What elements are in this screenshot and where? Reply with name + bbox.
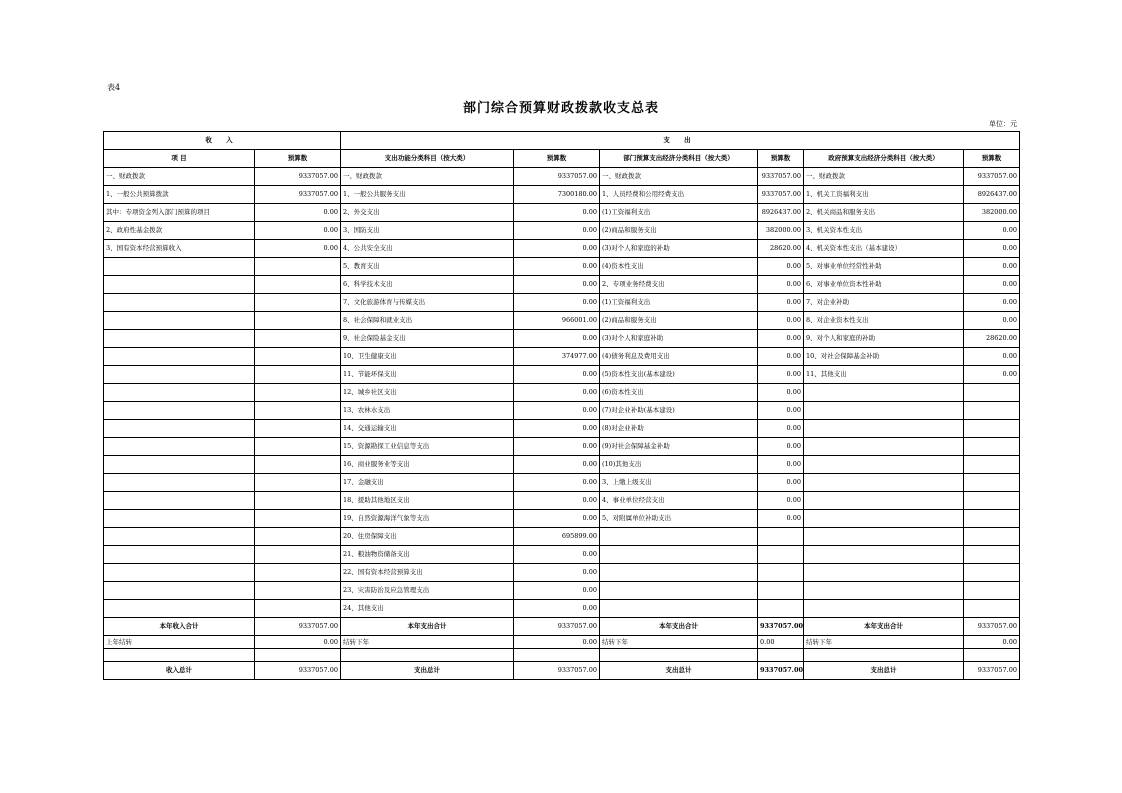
dept-econ-budget-cell: 0.00 <box>758 384 804 402</box>
grand-expense-total-label: 支出总计 <box>341 662 514 680</box>
func-cat-item-cell: 1、一般公共服务支出 <box>341 186 514 204</box>
income-item-cell <box>104 366 255 384</box>
gov-econ-budget-cell: 0.00 <box>964 348 1020 366</box>
table-row <box>104 600 1020 618</box>
header-dept-econ: 部门预算支出经济分类科目（按大类） <box>600 150 758 168</box>
gov-econ-item-cell: 一、财政拨款 <box>804 168 964 186</box>
func-cat-item-cell: 16、商业服务业等支出 <box>341 456 514 474</box>
grand-expense-total-label: 支出总计 <box>600 662 758 680</box>
func-cat-item-cell: 13、农林水支出 <box>341 402 514 420</box>
table-row <box>104 528 1020 546</box>
year-income-total-label: 本年收入合计 <box>104 618 255 636</box>
gov-econ-item-cell: 8、对企业资本性支出 <box>804 312 964 330</box>
income-budget-cell <box>255 564 341 582</box>
income-item-cell <box>104 330 255 348</box>
income-budget-cell <box>255 528 341 546</box>
dept-econ-budget-cell: 0.00 <box>758 402 804 420</box>
income-budget-cell <box>255 492 341 510</box>
func-cat-budget-cell: 0.00 <box>514 492 600 510</box>
func-cat-item-cell: 24、其他支出 <box>341 600 514 618</box>
dept-econ-budget-cell: 0.00 <box>758 510 804 528</box>
gov-econ-budget-cell <box>964 474 1020 492</box>
income-budget-cell <box>255 258 341 276</box>
dept-econ-item-cell <box>600 600 758 618</box>
unit-label: 单位：元 <box>989 120 1017 128</box>
func-cat-item-cell: 一、财政拨款 <box>341 168 514 186</box>
gov-econ-budget-cell <box>964 546 1020 564</box>
income-budget-cell <box>255 312 341 330</box>
prev-carry-value: 0.00 <box>255 636 341 649</box>
dept-econ-budget-cell: 0.00 <box>758 474 804 492</box>
gov-econ-item-cell: 11、其他支出 <box>804 366 964 384</box>
year-income-total-value: 9337057.00 <box>255 618 341 636</box>
table-number: 表4 <box>107 83 121 92</box>
income-item-cell: 1、一般公共预算拨款 <box>104 186 255 204</box>
func-cat-budget-cell: 0.00 <box>514 366 600 384</box>
dept-econ-item-cell: 2、专项业务经费支出 <box>600 276 758 294</box>
income-budget-cell <box>255 582 341 600</box>
income-budget-cell <box>255 276 341 294</box>
dept-econ-budget-cell: 0.00 <box>758 294 804 312</box>
table-row <box>104 312 1020 330</box>
table-row <box>104 240 1020 258</box>
dept-econ-item-cell: (6)资本性支出 <box>600 384 758 402</box>
income-budget-cell <box>255 384 341 402</box>
income-budget-cell <box>255 600 341 618</box>
table-row <box>104 294 1020 312</box>
func-cat-budget-cell: 374977.00 <box>514 348 600 366</box>
gov-econ-item-cell <box>804 528 964 546</box>
dept-econ-budget-cell: 8926437.00 <box>758 204 804 222</box>
gov-econ-budget-cell: 0.00 <box>964 222 1020 240</box>
carry-row <box>104 636 1020 649</box>
dept-econ-item-cell: (2)商品和服务支出 <box>600 312 758 330</box>
year-expense-total-label: 本年支出合计 <box>600 618 758 636</box>
next-carry-label: 结转下年 <box>600 636 758 649</box>
income-item-cell <box>104 438 255 456</box>
dept-econ-item-cell: (9)对社会保障基金补助 <box>600 438 758 456</box>
gov-econ-budget-cell: 382000.00 <box>964 204 1020 222</box>
func-cat-budget-cell: 0.00 <box>514 600 600 618</box>
gov-econ-budget-cell <box>964 456 1020 474</box>
income-item-cell <box>104 294 255 312</box>
dept-econ-budget-cell: 9337057.00 <box>758 186 804 204</box>
dept-econ-budget-cell <box>758 600 804 618</box>
prev-carry-label: 上年结转 <box>104 636 255 649</box>
dept-econ-budget-cell: 0.00 <box>758 312 804 330</box>
header-func-cat: 支出功能分类科目（按大类） <box>341 150 514 168</box>
dept-econ-item-cell: (4)资本性支出 <box>600 258 758 276</box>
income-item-cell <box>104 384 255 402</box>
income-budget-cell <box>255 294 341 312</box>
dept-econ-item-cell: (2)商品和服务支出 <box>600 222 758 240</box>
table-row <box>104 546 1020 564</box>
dept-econ-budget-cell <box>758 582 804 600</box>
gov-econ-budget-cell: 0.00 <box>964 258 1020 276</box>
dept-econ-item-cell <box>600 582 758 600</box>
func-cat-budget-cell: 0.00 <box>514 384 600 402</box>
header-gov-econ: 政府预算支出经济分类科目（按大类） <box>804 150 964 168</box>
func-cat-item-cell: 19、自然资源海洋气象等支出 <box>341 510 514 528</box>
dept-econ-budget-cell <box>758 546 804 564</box>
next-carry-value: 0.00 <box>964 636 1020 649</box>
gov-econ-item-cell <box>804 546 964 564</box>
dept-econ-budget-cell: 0.00 <box>758 330 804 348</box>
func-cat-item-cell: 7、文化旅游体育与传媒支出 <box>341 294 514 312</box>
gov-econ-item-cell <box>804 582 964 600</box>
dept-econ-item-cell: (7)对企业补助(基本建设) <box>600 402 758 420</box>
gov-econ-budget-cell: 0.00 <box>964 312 1020 330</box>
dept-econ-item-cell: (4)债务利息及费用支出 <box>600 348 758 366</box>
gov-econ-item-cell: 2、机关商品和服务支出 <box>804 204 964 222</box>
func-cat-item-cell: 21、粮油物资储备支出 <box>341 546 514 564</box>
dept-econ-item-cell <box>600 528 758 546</box>
grand-expense-total-label: 支出总计 <box>804 662 964 680</box>
table-row <box>104 366 1020 384</box>
year-expense-total-value: 9337057.00 <box>964 618 1020 636</box>
dept-econ-budget-cell: 0.00 <box>758 258 804 276</box>
func-cat-item-cell: 11、节能环保支出 <box>341 366 514 384</box>
dept-econ-budget-cell <box>758 528 804 546</box>
table-row <box>104 186 1020 204</box>
dept-econ-budget-cell <box>758 564 804 582</box>
header-item: 项 目 <box>104 150 255 168</box>
income-item-cell <box>104 312 255 330</box>
grand-income-total-value: 9337057.00 <box>255 662 341 680</box>
gov-econ-item-cell: 10、对社会保障基金补助 <box>804 348 964 366</box>
func-cat-budget-cell: 0.00 <box>514 456 600 474</box>
income-item-cell <box>104 420 255 438</box>
gov-econ-item-cell <box>804 564 964 582</box>
income-item-cell <box>104 582 255 600</box>
gov-econ-item-cell: 4、机关资本性支出（基本建设） <box>804 240 964 258</box>
table-row <box>104 456 1020 474</box>
header-budget: 预算数 <box>758 150 804 168</box>
dept-econ-item-cell: (3)对个人和家庭的补助 <box>600 240 758 258</box>
func-cat-item-cell: 15、资源勘探工业信息等支出 <box>341 438 514 456</box>
income-budget-cell <box>255 402 341 420</box>
func-cat-budget-cell: 7300180.00 <box>514 186 600 204</box>
func-cat-budget-cell: 0.00 <box>514 240 600 258</box>
func-cat-item-cell: 22、国有资本经营预算支出 <box>341 564 514 582</box>
year-expense-total-label: 本年支出合计 <box>804 618 964 636</box>
dept-econ-budget-cell: 28620.00 <box>758 240 804 258</box>
func-cat-budget-cell: 0.00 <box>514 204 600 222</box>
dept-econ-item-cell: 3、上缴上级支出 <box>600 474 758 492</box>
func-cat-budget-cell: 0.00 <box>514 330 600 348</box>
income-item-cell: 其中：专项资金列入部门预算的项目 <box>104 204 255 222</box>
income-item-cell <box>104 510 255 528</box>
table-row <box>104 384 1020 402</box>
income-budget-cell: 0.00 <box>255 240 341 258</box>
income-budget-cell <box>255 330 341 348</box>
income-budget-cell <box>255 420 341 438</box>
gov-econ-item-cell <box>804 438 964 456</box>
table-row <box>104 222 1020 240</box>
income-budget-cell <box>255 546 341 564</box>
func-cat-budget-cell: 966001.00 <box>514 312 600 330</box>
income-budget-cell: 0.00 <box>255 222 341 240</box>
table-row <box>104 438 1020 456</box>
dept-econ-item-cell <box>600 564 758 582</box>
gov-econ-budget-cell: 0.00 <box>964 276 1020 294</box>
table-row <box>104 276 1020 294</box>
income-item-cell <box>104 276 255 294</box>
dept-econ-item-cell: (3)对个人和家庭补助 <box>600 330 758 348</box>
gov-econ-budget-cell <box>964 492 1020 510</box>
dept-econ-item-cell: (1)工资福利支出 <box>600 294 758 312</box>
gov-econ-item-cell: 3、机关资本性支出 <box>804 222 964 240</box>
func-cat-budget-cell: 0.00 <box>514 582 600 600</box>
gov-econ-budget-cell <box>964 402 1020 420</box>
func-cat-budget-cell: 0.00 <box>514 402 600 420</box>
gov-econ-item-cell <box>804 600 964 618</box>
income-item-cell <box>104 348 255 366</box>
dept-econ-budget-cell: 0.00 <box>758 456 804 474</box>
gov-econ-item-cell: 5、对事业单位经常性补助 <box>804 258 964 276</box>
income-item-cell: 3、国有资本经营预算收入 <box>104 240 255 258</box>
func-cat-budget-cell: 0.00 <box>514 546 600 564</box>
func-cat-budget-cell: 0.00 <box>514 276 600 294</box>
func-cat-budget-cell: 695899.00 <box>514 528 600 546</box>
income-budget-cell: 0.00 <box>255 204 341 222</box>
next-carry-value: 0.00 <box>758 636 804 649</box>
dept-econ-item-cell: 4、事业单位经营支出 <box>600 492 758 510</box>
func-cat-item-cell: 9、社会保险基金支出 <box>341 330 514 348</box>
func-cat-budget-cell: 0.00 <box>514 564 600 582</box>
dept-econ-item-cell: (1)工资福利支出 <box>600 204 758 222</box>
func-cat-budget-cell: 0.00 <box>514 222 600 240</box>
func-cat-item-cell: 5、教育支出 <box>341 258 514 276</box>
income-budget-cell <box>255 438 341 456</box>
dept-econ-budget-cell: 9337057.00 <box>758 168 804 186</box>
table-row <box>104 474 1020 492</box>
func-cat-item-cell: 4、公共安全支出 <box>341 240 514 258</box>
header-budget: 预算数 <box>514 150 600 168</box>
dept-econ-item-cell: 一、财政拨款 <box>600 168 758 186</box>
income-item-cell <box>104 402 255 420</box>
group-header-row <box>104 132 1020 150</box>
expense-group-header: 支 出 <box>341 132 1020 150</box>
dept-econ-budget-cell: 0.00 <box>758 420 804 438</box>
income-budget-cell <box>255 510 341 528</box>
grand-total-row <box>104 662 1020 680</box>
dept-econ-item-cell: (8)对企业补助 <box>600 420 758 438</box>
gov-econ-budget-cell <box>964 582 1020 600</box>
next-carry-label: 结转下年 <box>804 636 964 649</box>
dept-econ-budget-cell: 0.00 <box>758 438 804 456</box>
func-cat-item-cell: 2、外交支出 <box>341 204 514 222</box>
func-cat-budget-cell: 0.00 <box>514 258 600 276</box>
func-cat-item-cell: 12、城乡社区支出 <box>341 384 514 402</box>
func-cat-budget-cell: 0.00 <box>514 438 600 456</box>
dept-econ-item-cell <box>600 546 758 564</box>
next-carry-label: 结转下年 <box>341 636 514 649</box>
income-budget-cell: 9337057.00 <box>255 168 341 186</box>
dept-econ-budget-cell: 0.00 <box>758 492 804 510</box>
gov-econ-budget-cell <box>964 564 1020 582</box>
grand-income-total-label: 收入总计 <box>104 662 255 680</box>
income-item-cell <box>104 528 255 546</box>
gov-econ-item-cell: 7、对企业补助 <box>804 294 964 312</box>
table-row <box>104 402 1020 420</box>
income-item-cell <box>104 258 255 276</box>
func-cat-budget-cell: 0.00 <box>514 420 600 438</box>
grand-expense-total-value: 9337057.00 <box>758 662 804 680</box>
func-cat-budget-cell: 0.00 <box>514 294 600 312</box>
income-item-cell <box>104 456 255 474</box>
header-budget: 预算数 <box>964 150 1020 168</box>
gov-econ-item-cell <box>804 420 964 438</box>
year-expense-total-label: 本年支出合计 <box>341 618 514 636</box>
grand-expense-total-value: 9337057.00 <box>514 662 600 680</box>
income-item-cell <box>104 600 255 618</box>
func-cat-item-cell: 8、社会保障和就业支出 <box>341 312 514 330</box>
func-cat-item-cell: 20、住房保障支出 <box>341 528 514 546</box>
table-row <box>104 258 1020 276</box>
year-total-row <box>104 618 1020 636</box>
table-row <box>104 420 1020 438</box>
gov-econ-budget-cell <box>964 510 1020 528</box>
gov-econ-budget-cell: 0.00 <box>964 366 1020 384</box>
gov-econ-item-cell <box>804 456 964 474</box>
dept-econ-budget-cell: 382000.00 <box>758 222 804 240</box>
table-row <box>104 582 1020 600</box>
gov-econ-item-cell <box>804 492 964 510</box>
income-budget-cell <box>255 348 341 366</box>
table-row <box>104 564 1020 582</box>
table-row <box>104 168 1020 186</box>
page-title: 部门综合预算财政拨款收支总表 <box>462 101 659 116</box>
gov-econ-item-cell: 9、对个人和家庭的补助 <box>804 330 964 348</box>
func-cat-item-cell: 23、灾害防治及应急管理支出 <box>341 582 514 600</box>
gov-econ-item-cell <box>804 384 964 402</box>
gov-econ-budget-cell <box>964 420 1020 438</box>
dept-econ-budget-cell: 0.00 <box>758 348 804 366</box>
table-row <box>104 510 1020 528</box>
year-expense-total-value: 9337057.00 <box>758 618 804 636</box>
func-cat-budget-cell: 0.00 <box>514 474 600 492</box>
next-carry-value: 0.00 <box>514 636 600 649</box>
dept-econ-item-cell: (10)其他支出 <box>600 456 758 474</box>
dept-econ-item-cell: (5)资本性支出(基本建设) <box>600 366 758 384</box>
gov-econ-budget-cell <box>964 600 1020 618</box>
income-budget-cell <box>255 366 341 384</box>
income-item-cell <box>104 492 255 510</box>
income-budget-cell: 9337057.00 <box>255 186 341 204</box>
table-row <box>104 492 1020 510</box>
header-budget: 预算数 <box>255 150 341 168</box>
budget-table <box>103 131 1020 680</box>
func-cat-item-cell: 6、科学技术支出 <box>341 276 514 294</box>
func-cat-item-cell: 14、交通运输支出 <box>341 420 514 438</box>
income-group-header: 收 入 <box>104 132 341 150</box>
gov-econ-budget-cell <box>964 438 1020 456</box>
income-item-cell <box>104 546 255 564</box>
gov-econ-budget-cell <box>964 384 1020 402</box>
gov-econ-item-cell <box>804 510 964 528</box>
column-header-row <box>104 150 1020 168</box>
gov-econ-item-cell: 1、机关工资福利支出 <box>804 186 964 204</box>
dept-econ-item-cell: 5、对附属单位补助支出 <box>600 510 758 528</box>
gov-econ-item-cell: 6、对事业单位资本性补助 <box>804 276 964 294</box>
gov-econ-budget-cell: 0.00 <box>964 240 1020 258</box>
year-expense-total-value: 9337057.00 <box>514 618 600 636</box>
dept-econ-item-cell: 1、人员经费和公用经费支出 <box>600 186 758 204</box>
dept-econ-budget-cell: 0.00 <box>758 276 804 294</box>
gov-econ-budget-cell: 28620.00 <box>964 330 1020 348</box>
table-row <box>104 330 1020 348</box>
func-cat-item-cell: 18、援助其他地区支出 <box>341 492 514 510</box>
income-budget-cell <box>255 456 341 474</box>
income-budget-cell <box>255 474 341 492</box>
gov-econ-budget-cell <box>964 528 1020 546</box>
func-cat-budget-cell: 9337057.00 <box>514 168 600 186</box>
dept-econ-budget-cell: 0.00 <box>758 366 804 384</box>
func-cat-budget-cell: 0.00 <box>514 510 600 528</box>
blank-row <box>104 649 1020 662</box>
income-item-cell <box>104 474 255 492</box>
gov-econ-budget-cell: 8926437.00 <box>964 186 1020 204</box>
func-cat-item-cell: 17、金融支出 <box>341 474 514 492</box>
func-cat-item-cell: 10、卫生健康支出 <box>341 348 514 366</box>
grand-expense-total-value: 9337057.00 <box>964 662 1020 680</box>
gov-econ-item-cell <box>804 474 964 492</box>
income-item-cell: 一、财政拨款 <box>104 168 255 186</box>
income-item-cell: 2、政府性基金拨款 <box>104 222 255 240</box>
gov-econ-item-cell <box>804 402 964 420</box>
func-cat-item-cell: 3、国防支出 <box>341 222 514 240</box>
income-item-cell <box>104 564 255 582</box>
table-row <box>104 348 1020 366</box>
gov-econ-budget-cell: 9337057.00 <box>964 168 1020 186</box>
gov-econ-budget-cell: 0.00 <box>964 294 1020 312</box>
table-row <box>104 204 1020 222</box>
